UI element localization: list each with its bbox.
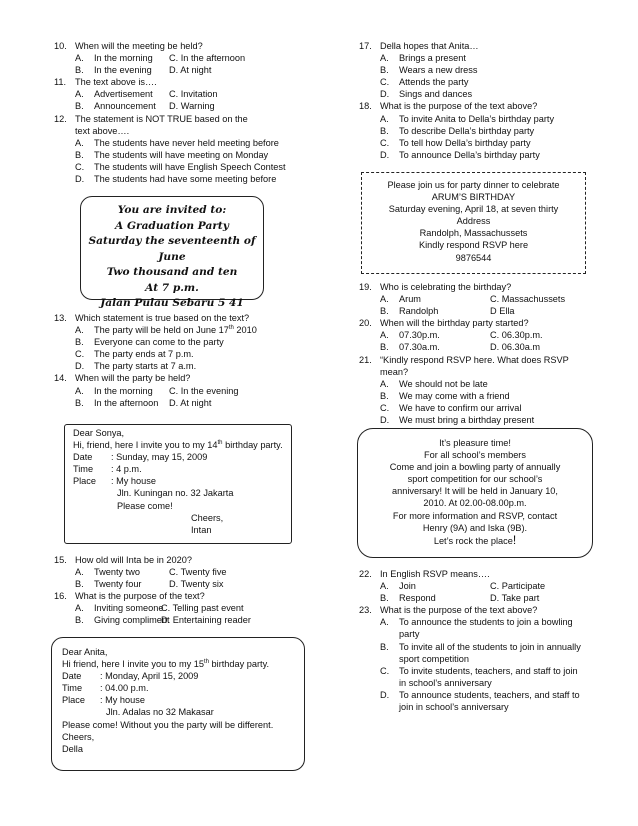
left-column-mid: 13. Which statement is true based on the text? A. The party will be held on June 17th 2010 B. Everyone can come to the party C. The party ends at 7 p.m. D. The party starts at 7 a.m. 14. When will the party be held? A. In the morning C. In the evening B. In the afternoon D. At night [54,312,302,409]
q11-option-c: C. Invitation [169,89,218,100]
question-11: 11. The text above is…. [54,77,157,88]
question-19: 19. Who is celebrating the birthday? [359,282,512,292]
question-17: 17. Della hopes that Anita… [359,41,479,51]
q19-option-b: Randolph [399,306,439,317]
q21-option-b: We may come with a friend [399,390,510,401]
q14-option-a: In the morning [94,385,153,396]
q15-option-d: D. Twenty six [169,579,224,590]
question-12: 12. The statement is NOT TRUE based on the text above…. [54,113,248,136]
q18-option-d: To announce Della’s birthday party [399,149,540,160]
q17-option-d: Sings and dances [399,89,473,100]
q16-option-b: Giving compliment [94,615,170,626]
q15-option-c: C. Twenty five [169,567,227,578]
q11-option-d: D. Warning [169,101,215,112]
q15-option-a: Twenty two [94,567,140,578]
q10-option-b: In the evening [94,65,152,76]
q13-option-c: The party ends at 7 p.m. [94,349,194,360]
question-13: 13. Which statement is true based on the text? [54,313,250,323]
q20-option-c: C. 06.30p.m. [490,330,543,341]
grad-line-5: At 7 p.m. [145,281,199,294]
question-16: 16. What is the purpose of the text? [54,591,205,602]
q14-option-d: D. At night [169,397,212,408]
q16-option-a: Inviting someone [94,603,164,614]
q12-option-a: The students have never held meeting before [94,137,279,148]
question-10: 10. When will the meeting be held? [54,41,203,51]
q23-option-b: To invite all of the students to join in annually sport competition [399,641,581,664]
q20-option-d: D. 06.30a.m [490,342,541,353]
grad-line-6: Jalan Pulau Sebaru 5 41 [100,297,244,309]
invitation-letter-sonya: Dear Sonya, Hi, friend, here I invite you to my 14th birthday party. Date : Sunday, may 15, 2009 Time : 4 p.m. Place : My house Jln. Kuningan no. 32 Jakarta Please come! Cheers, Intan [64,424,292,544]
q14-option-b: In the afternoon [94,397,159,408]
q11-option-b: Announcement [94,101,156,112]
q15-option-b: Twenty four [94,579,142,590]
grad-line-3: Saturday the seventeenth of June [88,235,256,263]
grad-line-2: A Graduation Party [115,219,229,232]
q19-option-a: Arum [399,294,421,305]
q17-option-a: Brings a present [399,53,466,64]
q19-option-c: C. Massachussets [490,294,566,305]
question-22: 22. In English RSVP means…. [359,569,490,579]
q13-option-b: Everyone can come to the party [94,337,224,348]
right-column-top: 17. Della hopes that Anita… A. Brings a present B. Wears a new dress C. Attends the party D. Sings and dances 18. What is the purpose of the text above? A. To invite Anita to Della’s birthday party B. To describe Della’s birthday party C. To tell how Della’s birthday party D. To announce Della’s birthday party [359,40,591,161]
grad-line-4: Two thousand and ten [106,266,238,278]
q12-option-c: The students will have English Speech Contest [94,161,286,172]
q10-option-c: C. In the afternoon [169,53,246,64]
q10-option-a: In the morning [94,53,153,64]
q22-option-d: D. Take part [490,593,540,604]
right-column-mid: 19. Who is celebrating the birthday? A. Arum C. Massachussets B. Randolph D Ella 20. When will the birthday party started? A. 07.30p.m. C. 06.30p.m. B. 07.30a.m. D. 06.30a.m 21. “Kindly respond RSVP here. What does RSVP mean? A. We should not be late B. We may come with a friend C. We have to confirm our arrival D. We must bring a birthday present [359,281,591,426]
left-column-bottom: 15. How old will Inta be in 2020? A. Twenty two C. Twenty five B. Twenty four D. Twenty six 16. What is the purpose of the text? A. Inviting someone C. Telling past event B. Giving compliment D. Entertaining reader [54,554,302,627]
q18-option-a: To invite Anita to Della’s birthday party [399,113,555,124]
q12-option-b: The students will have meeting on Monday [94,149,269,160]
q17-option-b: Wears a new dress [399,65,478,76]
right-column-bottom: 22. In English RSVP means…. A. Join C. Participate B. Respond D. Take part 23. What is the purpose of the text above? A. To announce the students to join a bowling party B. To invite all of the students to join in annually sport competition C. To invite students, teachers, and staff to join in school’s anniversary D. To announce students, teachers, and staff to join in school’s anniversary [359,568,591,713]
q18-option-c: To tell how Della’s birthday party [399,137,531,148]
grad-line-1: You are invited to: [117,204,227,216]
q13-option-a: The party will be held on June 17th 2010 [94,325,257,336]
q21-option-d: We must bring a birthday present [399,415,535,426]
q23-option-a: To announce the students to join a bowling party [399,617,573,640]
q20-option-a: 07.30p.m. [399,330,440,341]
q14-option-c: C. In the evening [169,385,239,396]
left-column-top: 10. When will the meeting be held? A. In the morning C. In the afternoon B. In the evening D. At night 11. The text above is…. A. Advertisement C. Invitation B. Announcement D. Warning 12. The statement is NOT TRUE based on the text above…. A. The students have never held meeting before B. The students will have meeting on Monday C. The students will have English Speech Contest D. The students had have some meeting before [54,40,302,185]
q12-option-d: The students had have some meeting before [94,174,277,185]
q23-option-d: To announce students, teachers, and staff to join in school’s anniversary [399,689,580,713]
q19-option-d: D Ella [490,306,515,317]
question-18: 18. What is the purpose of the text above? [359,101,538,112]
question-23: 23. What is the purpose of the text above? [359,605,538,616]
question-20: 20. When will the birthday party started? [359,318,529,329]
invitation-letter-anita: Dear Anita, Hi friend, here I invite you to my 15th birthday party. Date : Monday, April 15, 2009 Time : 04.00 p.m. Place : My house Jln. Adalas no 32 Makasar Please come! Without you the party will be different. Cheers, Della [51,637,305,771]
q22-option-b: Respond [399,593,436,604]
question-15: 15. How old will Inta be in 2020? [54,555,192,565]
q23-option-c: To invite students, teachers, and staff to join in school’s anniversary [399,665,578,688]
q10-option-d: D. At night [169,65,212,76]
graduation-invitation-box [80,196,264,309]
q18-option-b: To describe Della’s birthday party [399,125,535,136]
q13-option-d: The party starts at 7 a.m. [94,361,197,372]
q20-option-b: 07.30a.m. [399,342,440,353]
q16-option-c: C. Telling past event [161,603,244,614]
arum-birthday-invitation-box: Please join us for party dinner to celebrate ARUM’S BIRTHDAY Saturday evening, April 18, at seven thirty Address Randolph, Massachussets Kindly respond RSVP here 9876544 [361,172,586,274]
q22-option-a: Join [399,581,416,592]
q17-option-c: Attends the party [399,77,469,88]
q11-option-a: Advertisement [94,89,153,100]
bowling-party-announcement-box: It’s pleasure time! For all school’s members Come and join a bowling party of annually sport competition for our school’s anniversary! It will be held in January 10, 2010. At 02.00-08.00p.m. For more information and RSVP, contact Henry (9A) and Iska (9B). Let’s rock the place! [357,428,593,558]
q22-option-c: C. Participate [490,581,546,592]
q21-option-c: We have to confirm our arrival [399,402,522,413]
q16-option-d: D. Entertaining reader [161,615,251,626]
question-21: 21. “Kindly respond RSVP here. What does RSVP mean? [359,354,569,377]
q21-option-a: We should not be late [399,378,488,389]
question-14: 14. When will the party be held? [54,373,191,384]
